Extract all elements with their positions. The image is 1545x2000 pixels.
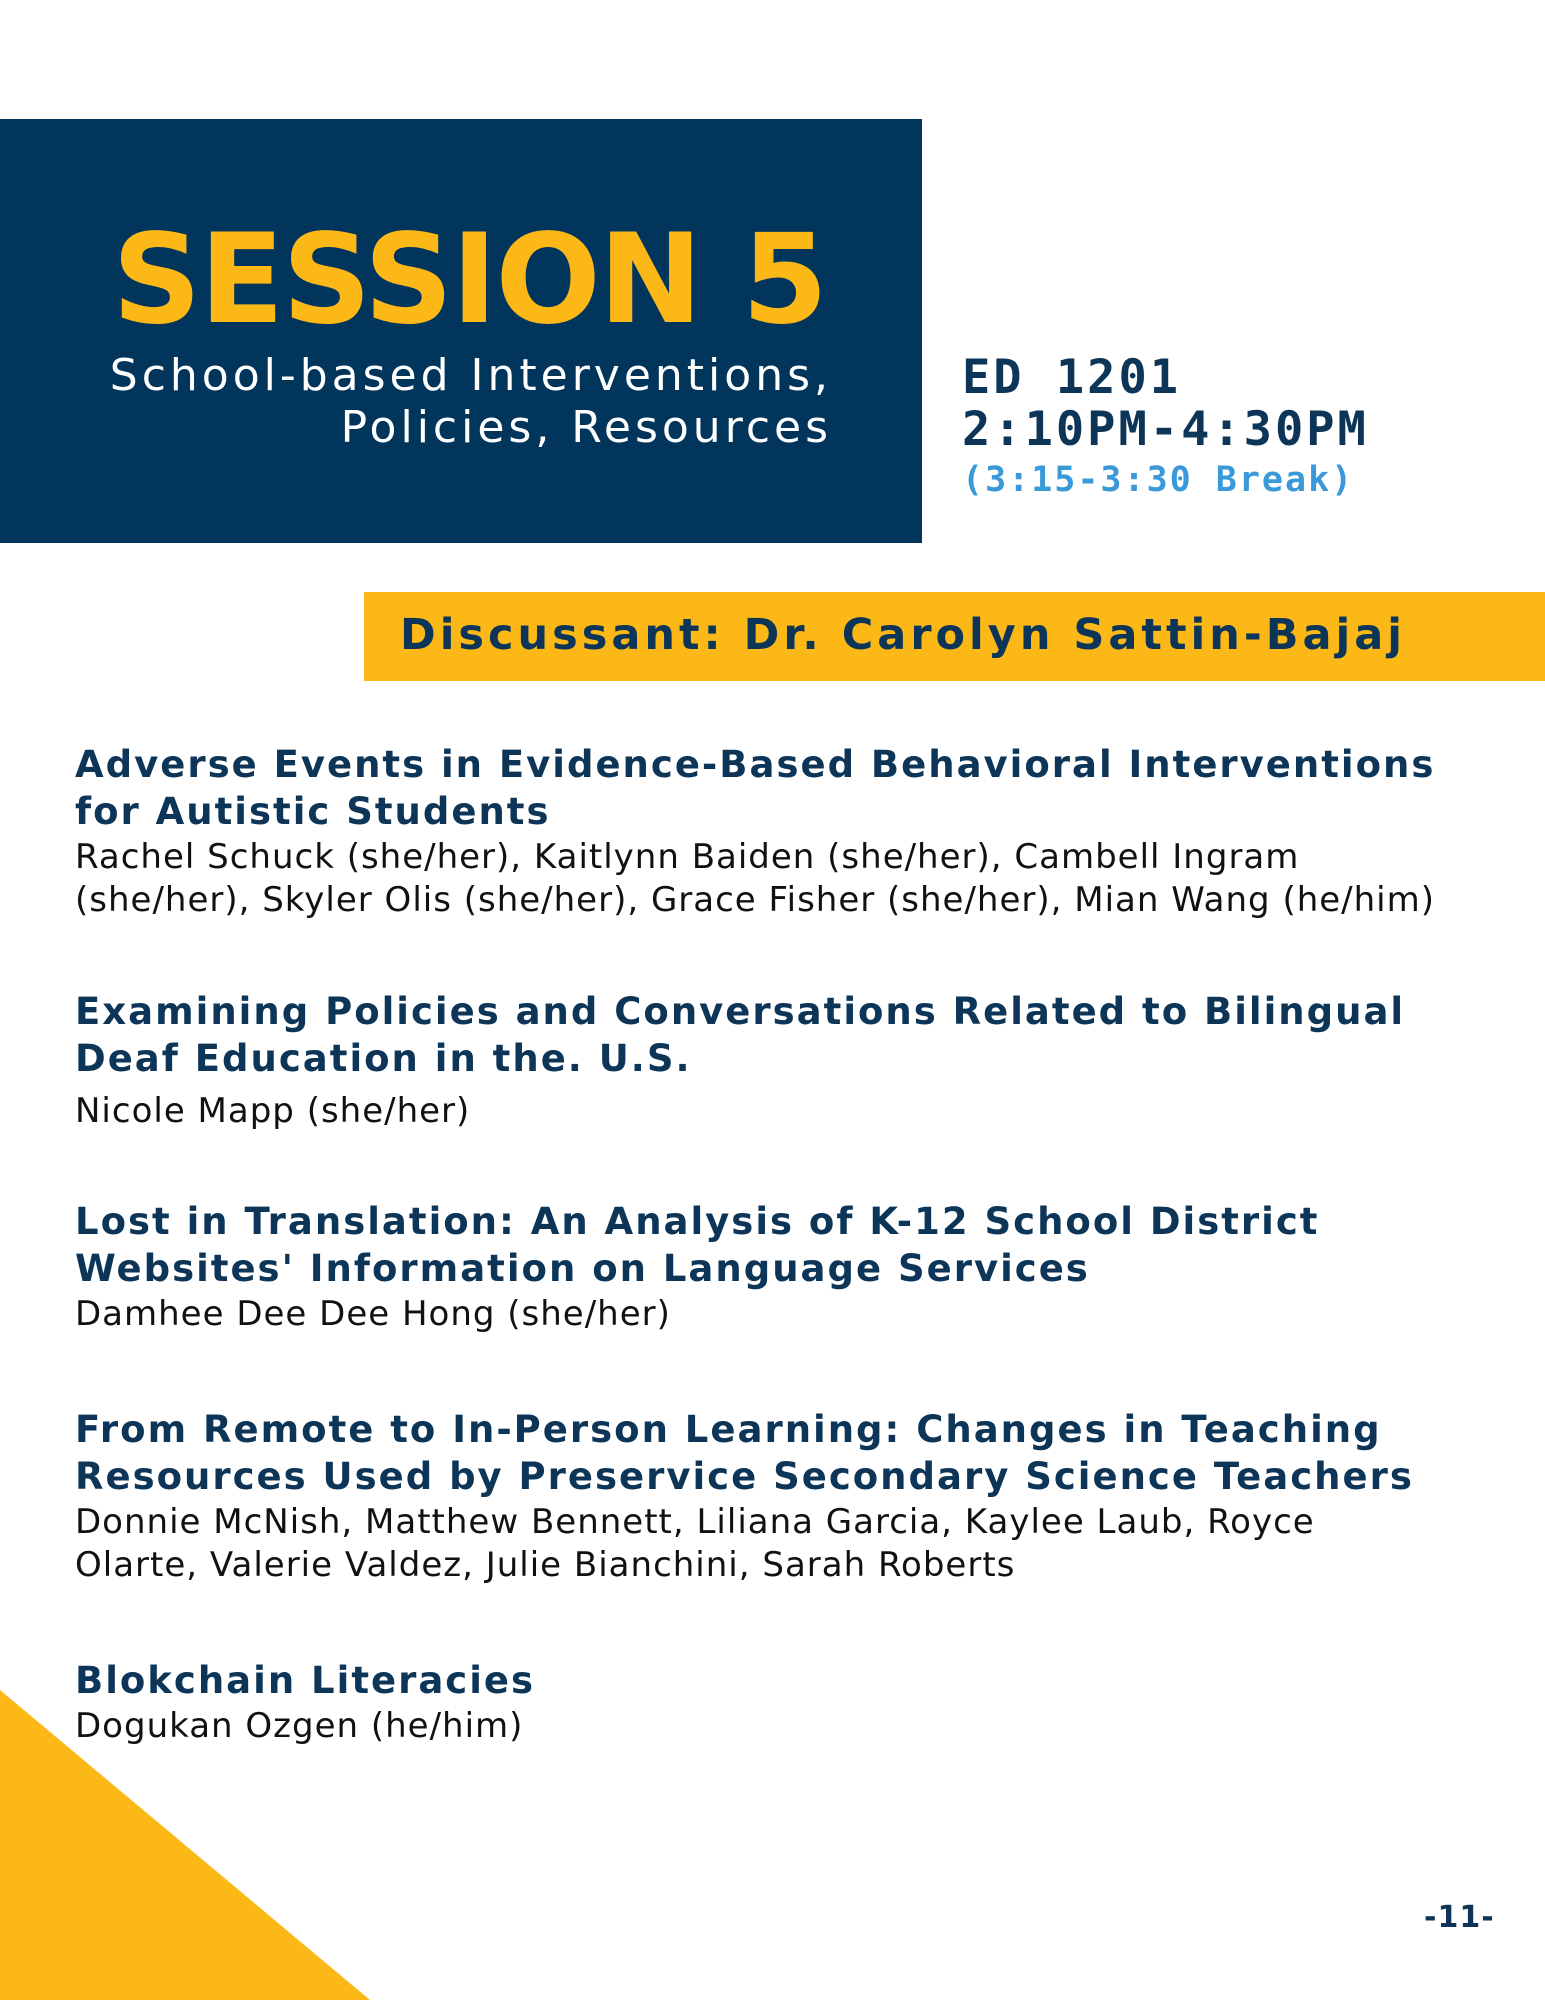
presentation-title-line: Deaf Education in the. U.S.	[75, 1037, 692, 1080]
presentation-2	[75, 988, 1515, 1133]
session-subtitle-line-1: School-based Interventions,	[109, 350, 832, 401]
presentation-title-line: Resources Used by Preservice Secondary Science Teachers	[75, 1455, 1414, 1498]
presentation-title	[75, 741, 1515, 835]
presentation-title	[75, 988, 1515, 1082]
presentation-authors	[75, 1501, 1515, 1587]
presentation-authors	[75, 1293, 1515, 1336]
presentation-title-line: Examining Policies and Conversations Related to Bilingual	[75, 990, 1406, 1033]
session-subtitle-line-2: Policies, Resources	[340, 402, 832, 453]
time-label: 2:10PM-4:30PM	[962, 402, 1369, 457]
session-title: SESSION 5	[112, 208, 826, 352]
presentation-authors-line: Rachel Schuck (she/her), Kaitlynn Baiden (she/her), Cambell Ingram	[75, 837, 1300, 877]
presentation-title	[75, 1406, 1515, 1500]
presentation-title-line: Lost in Translation: An Analysis of K-12 School District	[75, 1200, 1320, 1243]
room-label: ED 1201	[962, 350, 1182, 405]
presentation-title	[75, 1198, 1515, 1292]
corner-decoration	[0, 1690, 400, 2000]
presentation-authors-line: Nicole Mapp (she/her)	[75, 1091, 471, 1131]
presentation-1	[75, 741, 1515, 922]
break-label: (3:15-3:30 Break)	[962, 460, 1355, 500]
presentation-authors	[75, 1090, 1515, 1133]
presentation-authors	[75, 836, 1515, 922]
presentation-title-line: for Autistic Students	[75, 790, 551, 833]
presentation-title-line: Websites' Information on Language Services	[75, 1247, 1090, 1290]
presentation-authors-line: Donnie McNish, Matthew Bennett, Liliana Garcia, Kaylee Laub, Royce	[75, 1502, 1315, 1542]
presentation-3	[75, 1198, 1515, 1336]
presentation-title-line: Blokchain Literacies	[75, 1659, 536, 1702]
presentation-authors-line: (she/her), Skyler Olis (she/her), Grace Fisher (she/her), Mian Wang (he/him)	[75, 880, 1436, 920]
presentation-authors-line: Damhee Dee Dee Hong (she/her)	[75, 1294, 671, 1334]
presentation-4	[75, 1406, 1515, 1587]
discussant-label: Discussant: Dr. Carolyn Sattin-Bajaj	[400, 610, 1406, 660]
page-number: -11-	[1424, 1900, 1495, 1935]
presentation-title-line: Adverse Events in Evidence-Based Behavioral Interventions	[75, 743, 1436, 786]
corner-triangle-shape	[0, 1690, 370, 2000]
presentation-authors-line: Olarte, Valerie Valdez, Julie Bianchini, Sarah Roberts	[75, 1545, 1016, 1585]
presentation-title-line: From Remote to In-Person Learning: Changes in Teaching	[75, 1408, 1382, 1451]
presentation-authors-line: Dogukan Ozgen (he/him)	[75, 1706, 524, 1746]
session-subtitle	[0, 350, 832, 454]
